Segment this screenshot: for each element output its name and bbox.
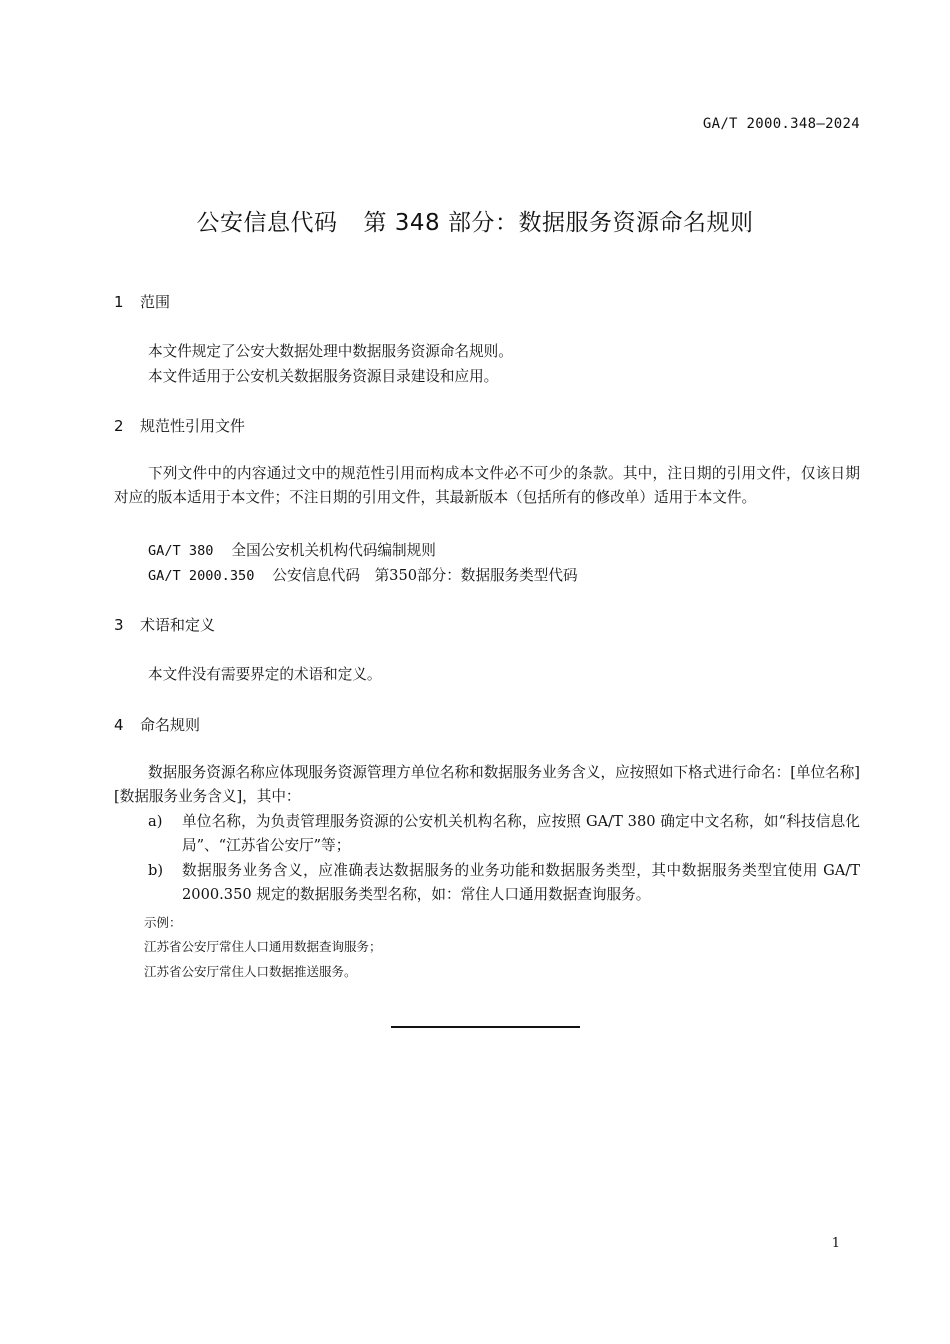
section-heading-4 bbox=[114, 714, 200, 735]
example-line: 江苏省公安厅常住人口通用数据查询服务； bbox=[144, 939, 382, 954]
section-title: 术语和定义 bbox=[140, 616, 216, 634]
section-title: 范围 bbox=[140, 293, 171, 311]
list-text: 单位名称，为负责管理服务资源的公安机关机构名称，应按照 GA/T 380 确定中文名称，如“科技信息化局”、“江苏省公安厅”等； bbox=[182, 813, 860, 854]
list-item bbox=[148, 859, 860, 907]
list-marker: b) bbox=[148, 862, 164, 879]
section-number: 1 bbox=[114, 293, 124, 311]
reference-code: GA/T 380 bbox=[148, 543, 214, 559]
list-text: 数据服务业务含义，应准确表达数据服务的业务功能和数据服务类型，其中数据服务类型宜使用 GA/T 2000.350 规定的数据服务类型名称，如：常住人口通用数据查询服务。 bbox=[182, 862, 860, 903]
terms-paragraph: 本文件没有需要界定的术语和定义。 bbox=[148, 666, 382, 683]
title-part-2: 第 348 部分：数据服务资源命名规则 bbox=[363, 210, 754, 236]
reference-title: 公安信息代码 第350部分：数据服务类型代码 bbox=[272, 567, 578, 584]
example-label: 示例： bbox=[144, 915, 182, 930]
section-title: 规范性引用文件 bbox=[140, 417, 246, 435]
scope-paragraph-2: 本文件适用于公安机关数据服务资源目录建设和应用。 bbox=[148, 368, 499, 385]
section-heading-1 bbox=[114, 291, 170, 312]
section-number: 3 bbox=[114, 616, 124, 634]
example-line: 江苏省公安厅常住人口数据推送服务。 bbox=[144, 964, 357, 979]
end-of-document-rule bbox=[391, 1026, 580, 1028]
scope-paragraph-1: 本文件规定了公安大数据处理中数据服务资源命名规则。 bbox=[148, 343, 513, 360]
section-number: 4 bbox=[114, 716, 124, 734]
section-number: 2 bbox=[114, 417, 124, 435]
list-marker: a) bbox=[148, 813, 163, 830]
section-heading-2 bbox=[114, 415, 245, 436]
naming-intro-paragraph: 数据服务资源名称应体现服务资源管理方单位名称和数据服务业务含义，应按照如下格式进行命名：[单位名称][数据服务业务含义]，其中： bbox=[114, 764, 860, 805]
reference-item bbox=[148, 564, 578, 585]
reference-title: 全国公安机关机构代码编制规则 bbox=[231, 542, 436, 559]
normative-intro-paragraph: 下列文件中的内容通过文中的规范性引用而构成本文件必不可少的条款。其中，注日期的引用文件，仅该日期对应的版本适用于本文件；不注日期的引用文件，其最新版本（包括所有的修改单）适用于本文件。 bbox=[114, 465, 860, 506]
document-title bbox=[0, 204, 950, 237]
title-part-1: 公安信息代码 bbox=[196, 210, 338, 236]
document-code: GA/T 2000.348—2024 bbox=[702, 116, 860, 132]
reference-item bbox=[148, 539, 436, 560]
section-heading-3 bbox=[114, 614, 215, 635]
page-number: 1 bbox=[831, 1236, 840, 1251]
reference-code: GA/T 2000.350 bbox=[148, 568, 255, 584]
section-title: 命名规则 bbox=[140, 716, 201, 734]
list-item bbox=[148, 810, 860, 858]
